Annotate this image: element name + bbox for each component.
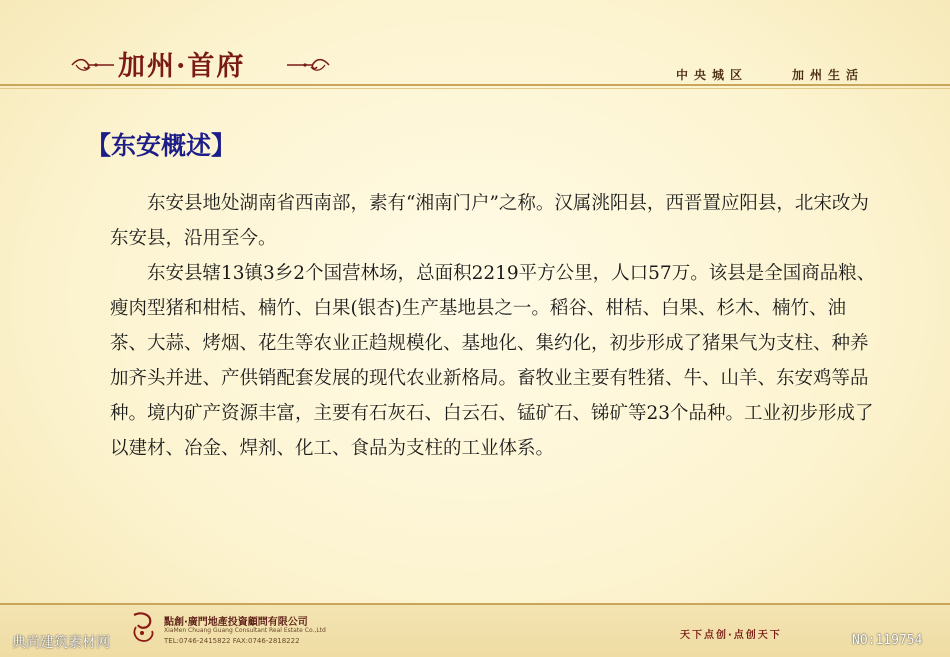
tagline-california-life: 加州生活 [792, 68, 865, 82]
footer-divider [0, 603, 950, 605]
watermark-site-name: 典尚建筑素材网 [12, 635, 110, 651]
company-logo-icon [128, 611, 156, 645]
footer-slogan: 天下点创·点创天下 [680, 630, 782, 641]
body-text [110, 186, 880, 466]
paragraph-economy: 东安县辖13镇3乡2个国营林场，总面积2219平方公里，人口57万。该县是全国商品粮、瘦肉型猪和柑桔、楠竹、白果(银杏)生产基地县之一。稻谷、柑桔、白果、杉木、楠竹、油茶、大蒜、烤烟、花生等农业正趋规模化、基地化、集约化，初步形成了猪果气为支柱、种养加齐头并进、产供销配套发展的现代农业新格局。畜牧业主要有牲猪、牛、山羊、东安鸡等品种。境内矿产资源丰富，主要有石灰石、白云石、锰矿石、锑矿等23个品种。工业初步形成了以建材、冶金、焊剂、化工、食品为支柱的工业体系。 [110, 263, 876, 459]
header [0, 0, 950, 95]
company-contact: TEL:0746-2415822 FAX:0746-2818222 [164, 637, 300, 645]
tagline-central-district: 中央城区 [676, 68, 749, 82]
brand-title: 加州·首府 [118, 51, 246, 82]
scroll-ornament-icon [285, 56, 331, 74]
company-name: 點創·廣門地產投資顧問有限公司 [164, 617, 308, 628]
section-title: 【东安概述】 [86, 131, 237, 160]
header-divider-thin [0, 88, 950, 89]
header-divider [0, 84, 950, 86]
watermark-number: NO:119754 [852, 633, 923, 648]
company-english-name: XiaMen Chuang Guang Consultant Real Estate Co.,Ltd [164, 627, 326, 634]
scroll-ornament-icon [70, 56, 116, 74]
paragraph-history: 东安县地处湖南省西南部，素有“湘南门户”之称。汉属洮阳县，西晋置应阳县，北宋改为东安县，沿用至今。 [110, 193, 869, 249]
